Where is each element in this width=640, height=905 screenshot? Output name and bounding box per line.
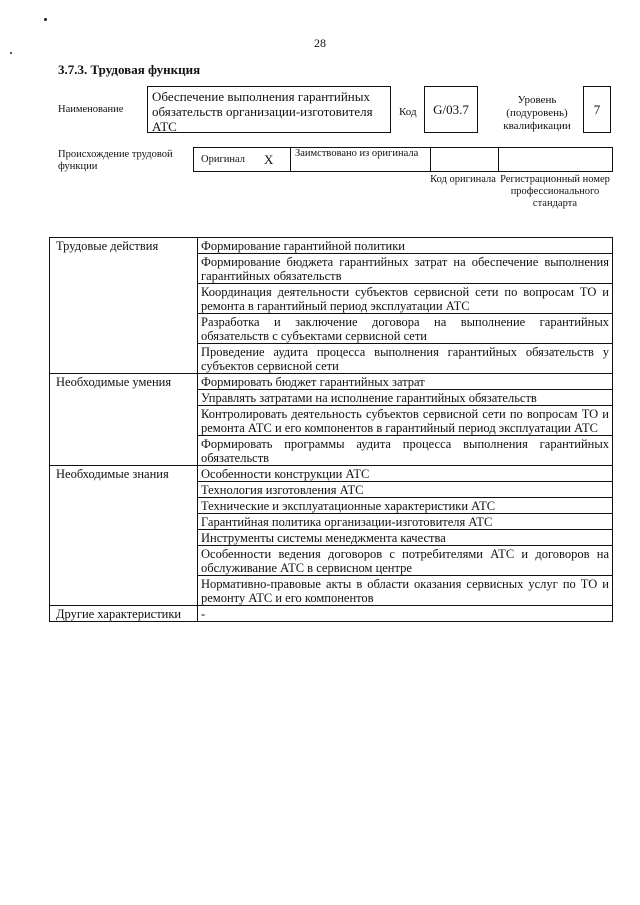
origin-label: Происхождение трудовой функции — [58, 149, 173, 172]
table-cell: Гарантийная политика организации-изготовителя АТС — [198, 514, 613, 530]
table-cell: Формирование гарантийной политики — [198, 238, 613, 254]
reg-number-cell — [498, 148, 612, 171]
reg-number-caption: Регистрационный номер профессионального стандарта — [500, 174, 610, 209]
table-cell: Контролировать деятельность субъектов сервисной сети по вопросам ТО и ремонта АТС и его компонентов в гарантийный период эксплуатации АТС — [198, 406, 613, 436]
code-original-cell — [430, 148, 498, 171]
table-cell: Разработка и заключение договора на выполнение гарантийных обязательств с субъектами сервисной сети — [198, 314, 613, 344]
function-name-box — [147, 86, 391, 133]
table-cell: Управлять затратами на исполнение гарантийных обязательств — [198, 390, 613, 406]
table-cell: Координация деятельности субъектов сервисной сети по вопросам ТО и ремонта в гарантийный период эксплуатации АТС — [198, 284, 613, 314]
table-cell: Формировать бюджет гарантийных затрат — [198, 374, 613, 390]
table-cell: Особенности ведения договоров с потребителями АТС и договоров на обслуживание АТС в сервисном центре — [198, 546, 613, 576]
section-header: Необходимые знания — [50, 466, 198, 606]
table-cell: Технические и эксплуатационные характеристики АТС — [198, 498, 613, 514]
table-row — [50, 374, 613, 390]
table-cell: - — [198, 606, 613, 622]
code-label: Код — [399, 106, 417, 118]
labor-function-table — [49, 237, 613, 622]
table-row — [50, 466, 613, 482]
code-value: G/03.7 — [433, 101, 469, 117]
table-cell: Особенности конструкции АТС — [198, 466, 613, 482]
section-header: Другие характеристики — [50, 606, 198, 622]
section-title: 3.7.3. Трудовая функция — [58, 62, 201, 77]
table-cell: Технология изготовления АТС — [198, 482, 613, 498]
code-original-caption: Код оригинала — [430, 174, 496, 185]
scan-speck — [44, 18, 47, 21]
section-header: Трудовые действия — [50, 238, 198, 374]
table-row — [50, 238, 613, 254]
level-value: 7 — [593, 101, 601, 117]
borrowed-label: Заимствовано из оригинала — [295, 148, 419, 159]
table-row — [50, 606, 613, 622]
name-label: Наименование — [58, 104, 124, 115]
page-number: 28 — [314, 36, 326, 50]
level-label: Уровень (подуровень) квалификации — [503, 94, 571, 132]
table-cell: Формирование бюджета гарантийных затрат на обеспечение выполнения гарантийных обязательств — [198, 254, 613, 284]
table-cell: Формировать программы аудита процесса выполнения гарантийных обязательств — [198, 436, 613, 466]
original-label: Оригинал — [201, 154, 245, 165]
section-header: Необходимые умения — [50, 374, 198, 466]
code-box — [424, 86, 478, 133]
function-name-value: Обеспечение выполнения гарантийных обязательств организации-изготовителя АТС — [152, 89, 373, 134]
original-mark: X — [264, 152, 274, 167]
level-box — [583, 86, 611, 133]
borrowed-cell — [290, 148, 430, 171]
table-cell: Инструменты системы менеджмента качества — [198, 530, 613, 546]
table-cell: Проведение аудита процесса выполнения гарантийных обязательств у субъектов сервисной сети — [198, 344, 613, 374]
scan-speck — [10, 52, 12, 54]
origin-table — [193, 147, 613, 172]
table-cell: Нормативно-правовые акты в области оказания сервисных услуг по ТО и ремонту АТС и его компонентов — [198, 576, 613, 606]
